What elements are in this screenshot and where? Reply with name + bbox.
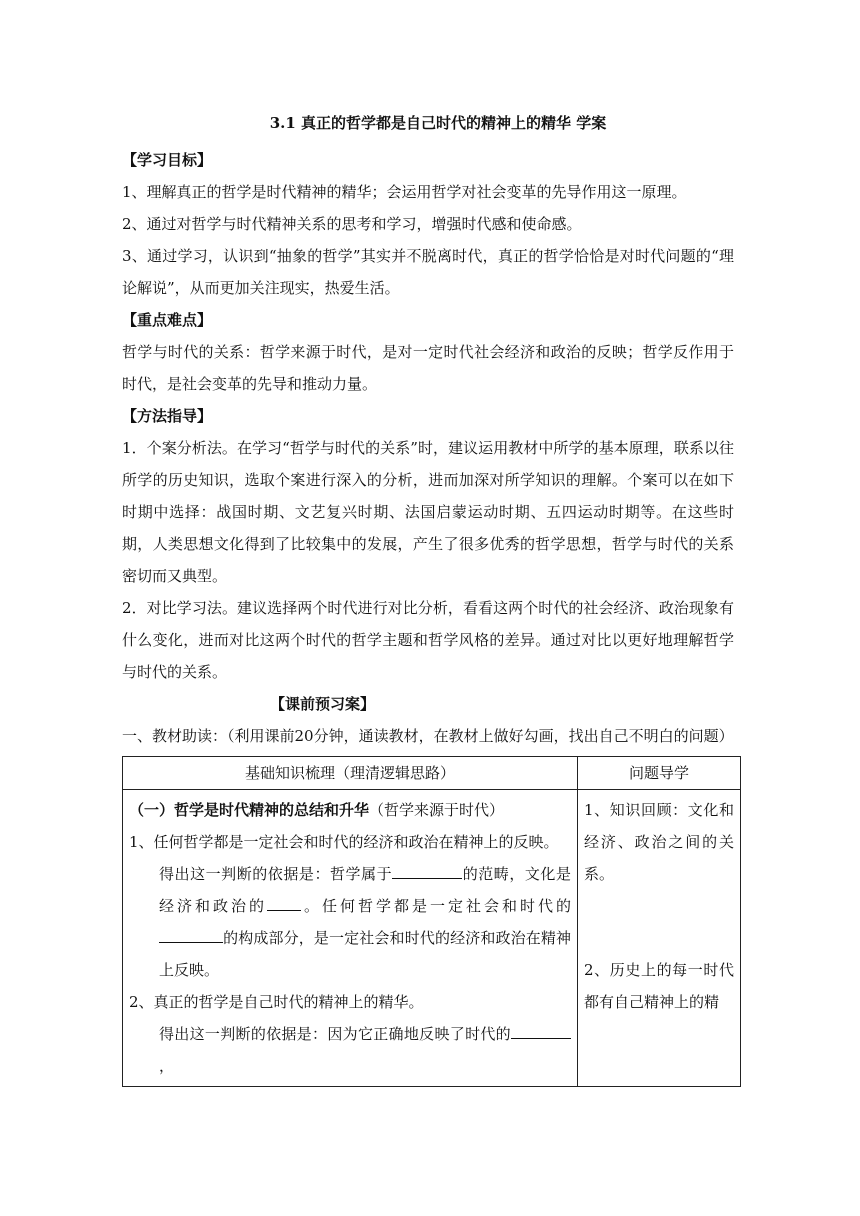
document-title: 3.1 真正的哲学都是自己时代的精神上的精华 学案 <box>269 114 607 132</box>
goal-item-1: 1、理解真正的哲学是时代精神的精华；会运用哲学对社会变革的先导作用这一原理。 <box>122 183 687 201</box>
table-header-row <box>123 757 741 790</box>
preview-heading: 【课前预习案】 <box>270 695 376 713</box>
section1-heading <box>129 794 571 826</box>
item1-basis <box>129 858 571 986</box>
goals-heading: 【学习目标】 <box>122 151 213 169</box>
table-header-left: 基础知识梳理（理清逻辑思路） <box>123 757 578 790</box>
knowledge-cell <box>123 790 578 1087</box>
preview-intro: 一、教材助读：（利用课前20分钟，通读教材，在教材上做好勾画，找出自己不明白的问题） <box>122 727 734 745</box>
item1-basis-a: 得出这一判断的依据是：哲学属于 <box>159 865 393 883</box>
guide-2: 2、历史上的每一时代都有自己精神上的精 <box>584 961 734 1011</box>
document-page <box>122 108 734 1087</box>
section1-note: （哲学来源于时代） <box>369 801 505 819</box>
fill-blank[interactable] <box>159 924 223 943</box>
guide-1: 1、知识回顾：文化和经济、政治之间的关系。 <box>584 801 734 883</box>
fill-blank[interactable] <box>511 1020 571 1039</box>
fill-blank[interactable] <box>267 892 301 911</box>
methods-heading: 【方法指导】 <box>122 407 213 425</box>
item1-basis-b: 的范畴，文化是经济和政治的 <box>159 865 571 915</box>
key-points-text: 哲学与时代的关系：哲学来源于时代，是对一定时代社会经济和政治的反映；哲学反作用于时代，是社会变革的先导和推动力量。 <box>122 343 734 393</box>
item2-basis-b: ， <box>159 1057 175 1075</box>
item1-basis-c: 。任何哲学都是一定社会和时代的 <box>301 897 571 915</box>
study-table <box>122 756 741 1087</box>
item2-text: 2、真正的哲学是自己时代的精神上的精华。 <box>129 993 424 1011</box>
guide-spacer <box>584 890 734 954</box>
method-item-1: 1．个案分析法。在学习“哲学与时代的关系”时，建议运用教材中所学的基本原理，联系以往所学的历史知识，选取个案进行深入的分析，进而加深对所学知识的理解。个案可以在如下时期中选择：战国时期、文艺复兴时期、法国启蒙运动时期、五四运动时期等。在这些时期，人类思想文化得到了比较集中的发展，产生了很多优秀的哲学思想，哲学与时代的关系密切而又典型。 <box>122 439 734 585</box>
table-header-right: 问题导学 <box>578 757 741 790</box>
goal-item-3: 3、通过学习，认识到“抽象的哲学”其实并不脱离时代，真正的哲学恰恰是对时代问题的“理论解说”，从而更加关注现实，热爱生活。 <box>122 247 734 297</box>
goal-item-2: 2、通过对哲学与时代精神关系的思考和学习，增强时代感和使命感。 <box>122 215 582 233</box>
item2-basis-a: 得出这一判断的依据是：因为它正确地反映了时代的 <box>159 1025 511 1043</box>
fill-blank[interactable] <box>392 860 462 879</box>
key-points-heading: 【重点难点】 <box>122 311 213 329</box>
table-row <box>123 790 741 1087</box>
guide-cell <box>578 790 741 1087</box>
method-item-2: 2．对比学习法。建议选择两个时代进行对比分析，看看这两个时代的社会经济、政治现象有什么变化，进而对比这两个时代的哲学主题和哲学风格的差异。通过对比以更好地理解哲学与时代的关系。 <box>122 599 734 681</box>
section1-title: （一）哲学是时代精神的总结和升华 <box>129 801 370 819</box>
item1-text: 1、任何哲学都是一定社会和时代的经济和政治在精神上的反映。 <box>129 833 559 851</box>
item2-basis <box>129 1018 571 1082</box>
item1-basis-d: 的构成部分，是一定社会和时代的经济和政治在精神上反映。 <box>159 929 571 979</box>
